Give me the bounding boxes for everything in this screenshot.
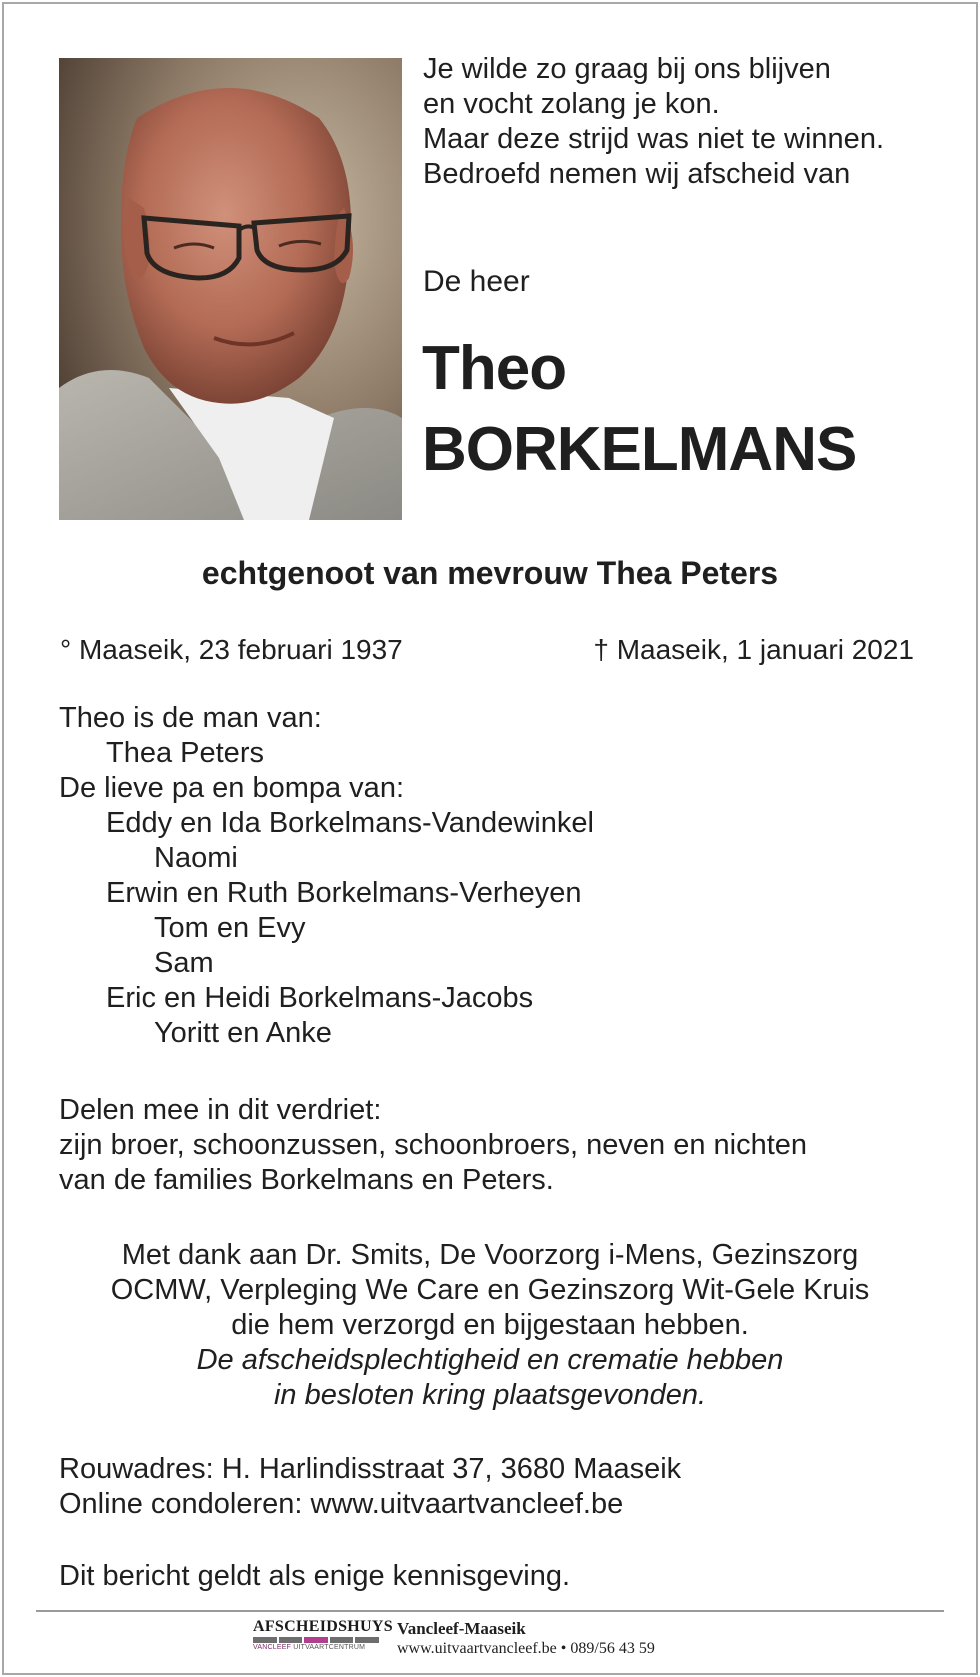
deceased-first-name: Theo [422, 334, 567, 403]
child-couple: Eric en Heidi Borkelmans-Jacobs [106, 982, 534, 1014]
logo-wordmark: AFSCHEIDSHUYS [253, 1618, 393, 1635]
grandchild: Tom en Evy [154, 912, 306, 944]
poem-line: Maar deze strijd was niet te winnen. [423, 123, 884, 155]
logo-subtitle [253, 1644, 381, 1651]
thanks-line: Met dank aan Dr. Smits, De Voorzorg i-Mens, Gezinszorg [121, 1239, 859, 1271]
online-condolences[interactable]: Online condoleren: www.uitvaartvancleef.be [59, 1488, 624, 1520]
thanks-section [0, 1238, 980, 1413]
ceremony-line: in besloten kring plaatsgevonden. [273, 1379, 707, 1411]
grandchild: Naomi [154, 842, 238, 874]
deceased-last-name: BORKELMANS [422, 415, 857, 484]
logo-bar [253, 1637, 381, 1643]
child-couple: Erwin en Ruth Borkelmans-Verheyen [106, 877, 582, 909]
mourners-line: Delen mee in dit verdriet: [59, 1094, 382, 1126]
family-label: De lieve pa en bompa van: [59, 772, 404, 804]
funeral-home-name: Vancleef-Maaseik [397, 1619, 526, 1638]
poem-line: Je wilde zo graag bij ons blijven [423, 53, 831, 85]
funeral-home-contact[interactable]: www.uitvaartvancleef.be • 089/56 43 59 [397, 1640, 655, 1657]
thanks-line: OCMW, Verpleging We Care en Gezinszorg Wit-Gele Kruis [110, 1274, 870, 1306]
family-label: Theo is de man van: [59, 702, 322, 734]
poem-line: en vocht zolang je kon. [423, 88, 720, 120]
logo-subtitle-left: VANCLEEF [253, 1644, 292, 1651]
child-couple: Eddy en Ida Borkelmans-Vandewinkel [106, 807, 594, 839]
portrait-photo [59, 58, 402, 520]
footer-divider [36, 1610, 944, 1612]
wife-name: Thea Peters [106, 737, 264, 769]
notice-statement: Dit bericht geldt als enige kennisgeving. [59, 1560, 571, 1592]
funeral-home-logo [253, 1618, 393, 1651]
ceremony-line: De afscheidsplechtigheid en crematie hebben [196, 1344, 784, 1376]
poem [423, 52, 884, 192]
birth-info: ° Maaseik, 23 februari 1937 [60, 634, 403, 665]
grandchild: Sam [154, 947, 214, 979]
funeral-home-info [397, 1619, 655, 1658]
grandchild: Yoritt en Anke [154, 1017, 332, 1049]
contact-section [59, 1452, 681, 1522]
mourners-line: zijn broer, schoonzussen, schoonbroers, neven en nichten [59, 1129, 808, 1161]
mourners-line: van de families Borkelmans en Peters. [59, 1164, 554, 1196]
logo-subtitle-right: UITVAARTCENTRUM [293, 1644, 366, 1651]
thanks-line: die hem verzorgd en bijgestaan hebben. [231, 1309, 749, 1341]
mourners-section [59, 1093, 807, 1198]
honorific: De heer [423, 265, 530, 298]
mourning-address: Rouwadres: H. Harlindisstraat 37, 3680 Maaseik [59, 1453, 682, 1485]
spouse-line: echtgenoot van mevrouw Thea Peters [201, 555, 779, 591]
family-list [59, 701, 594, 1051]
death-info: † Maaseik, 1 januari 2021 [593, 634, 914, 665]
poem-line: Bedroefd nemen wij afscheid van [423, 158, 851, 190]
